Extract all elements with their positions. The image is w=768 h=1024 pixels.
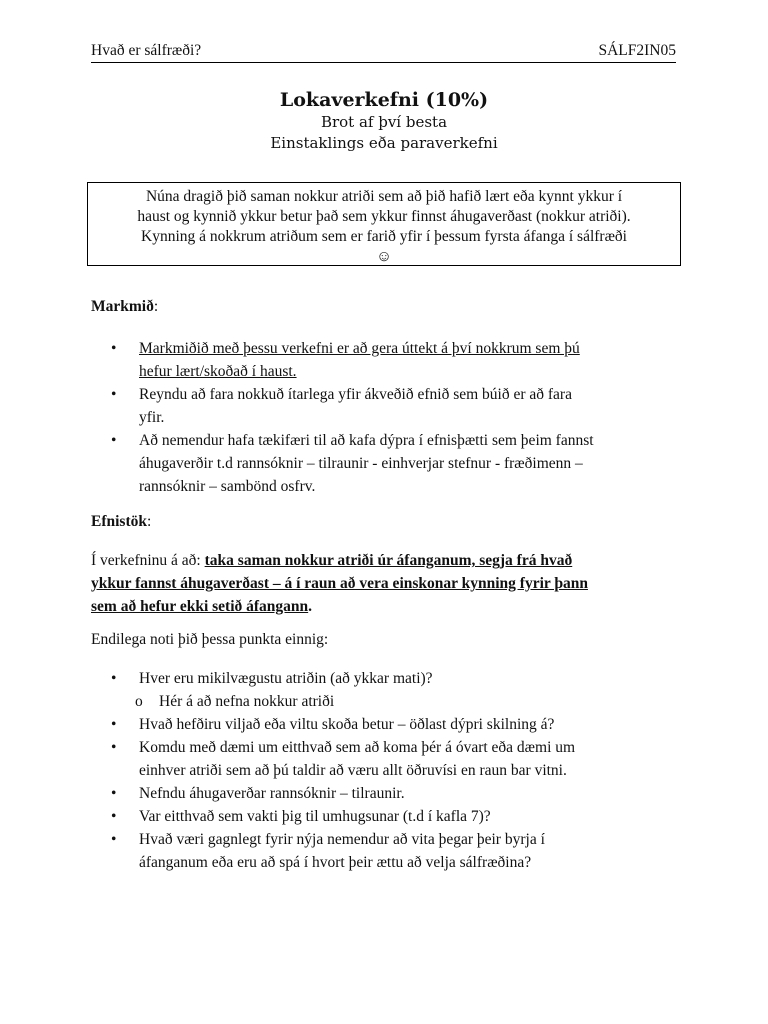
page-header [91,42,676,63]
list-subitem [111,690,575,713]
list-item-line: rannsóknir – sambönd osfrv. [139,478,316,495]
list-item-line: Var eitthvað sem vakti þig til umhugsunar (t.d í kafla 7)? [139,808,491,825]
list-item-line: Reyndu að fara nokkuð ítarlega yfir ákveðið efnið sem búið er að fara [139,386,572,403]
efnistok-prefix: Í verkefninu á að: [91,552,205,569]
intro-box [87,182,681,266]
document-subtitle-2: Einstaklings eða paraverkefni [270,134,498,152]
bullet-icon: • [111,432,117,449]
smiley-icon: ☺ [376,248,392,265]
list-item-line: yfir. [139,409,165,426]
intro-line: haust og kynnið ykkur betur það sem ykkur finnst áhugaverðast (nokkur atriði). [137,208,631,225]
markmid-label: Markmið [91,298,154,315]
title-block [0,88,768,154]
list-item [111,667,575,690]
bullet-icon: • [111,340,117,357]
list-item-line: hefur lært/skoðað í haust. [139,363,297,380]
list-item-line: einhver atriði sem að þú taldir að væru allt öðruvísi en raun bar vitni. [139,762,567,779]
list-item [111,713,575,736]
sub-bullet-icon: o [135,693,143,710]
list-item-line: Hvað hefðiru viljað eða viltu skoða betur – öðlast dýpri skilning á? [139,716,555,733]
list-item-line: Nefndu áhugaverðar rannsóknir – tilraunir. [139,785,405,802]
list-item-line: Hér á að nefna nokkur atriði [159,693,335,710]
bullet-icon: • [111,670,117,687]
bullet-icon: • [111,785,117,802]
efnistok-heading [91,513,151,531]
list-item [111,828,575,874]
efnistok-label: Efnistök [91,513,147,530]
list-item [111,736,575,782]
bullet-icon: • [111,808,117,825]
list-item-line: Að nemendur hafa tækifæri til að kafa dýpra í efnisþætti sem þeim fannst [139,432,594,449]
bullet-icon: • [111,831,117,848]
efnistok-suffix: . [308,598,313,615]
list-item-line: Markmiðið með þessu verkefni er að gera úttekt á því nokkrum sem þú [139,340,580,357]
list-item [111,383,594,429]
list-item-line: Hver eru mikilvægustu atriðin (að ykkar mati)? [139,670,433,687]
list-item-line: áfanganum eða eru að spá í hvort þeir ættu að velja sálfræðina? [139,854,532,871]
document-title: Lokaverkefni (10%) [279,89,489,111]
header-course-code: SÁLF2IN05 [598,42,676,59]
list-item [111,337,594,383]
efnistok-emphasis: taka saman nokkur atriði úr áfanganum, segja frá hvað [204,552,573,569]
list-item [111,782,575,805]
intro-line: Núna dragið þið saman nokkur atriði sem að þið hafið lært eða kynnt ykkur í [145,188,623,205]
list-item-line: Komdu með dæmi um eitthvað sem að koma þér á óvart eða dæmi um [139,739,576,756]
bullet-icon: • [111,716,117,733]
header-course-title: Hvað er sálfræði? [91,42,202,59]
list-item [111,429,594,498]
markmid-list [111,337,594,498]
bullet-icon: • [111,739,117,756]
bullet-icon: • [111,386,117,403]
markmid-heading [91,298,158,316]
efnistok-emphasis: ykkur fannst áhugaverðast – á í raun að vera einskonar kynning fyrir þann [91,575,588,592]
document-subtitle: Brot af því besta [320,113,448,131]
endilega-list [111,667,575,874]
efnistok-emphasis: sem að hefur ekki setið áfangann [91,598,309,615]
list-item-line: Hvað væri gagnlegt fyrir nýja nemendur að vita þegar þeir byrja í [139,831,545,848]
list-item-line: áhugaverðir t.d rannsóknir – tilraunir - einhverjar stefnur - fræðimenn – [139,455,583,472]
efnistok-paragraph [91,549,588,618]
list-item [111,805,575,828]
endilega-text: Endilega noti þið þessa punkta einnig: [91,631,329,648]
intro-line: Kynning á nokkrum atriðum sem er farið yfir í þessum fyrsta áfanga í sálfræði [141,228,627,245]
markmid-colon: : [153,298,159,315]
efnistok-colon: : [147,513,152,530]
